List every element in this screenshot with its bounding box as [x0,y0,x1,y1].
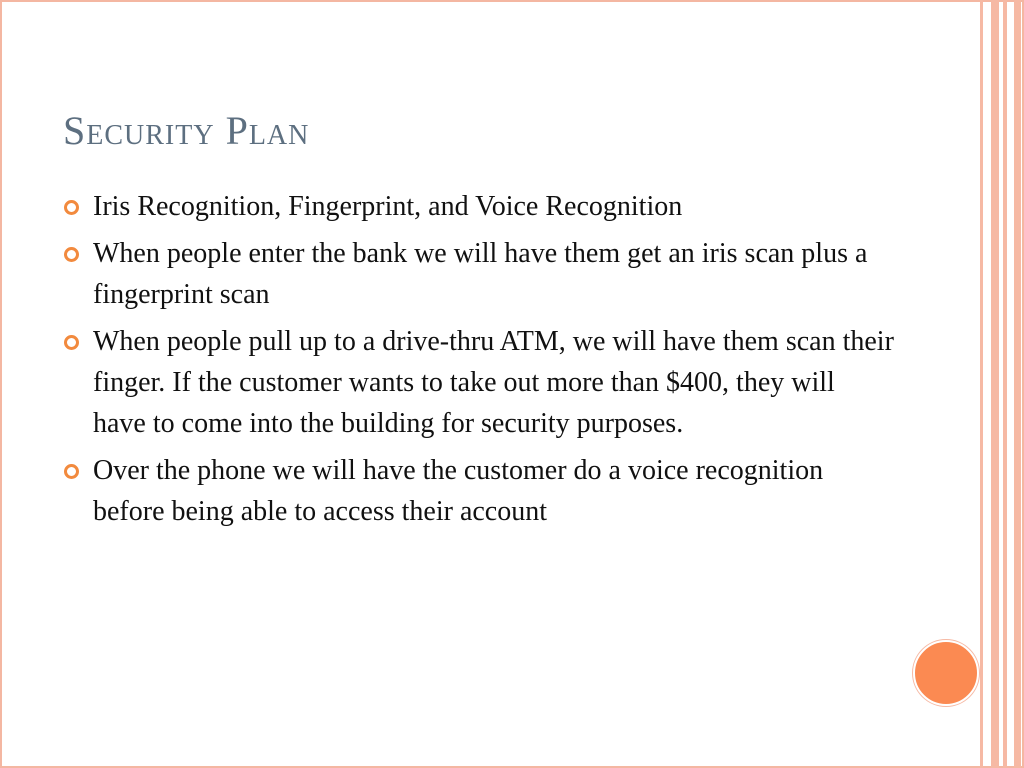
orange-circle-icon [913,640,979,706]
bullet-text: When people enter the bank we will have them get an iris scan plus a fingerprint scan [93,238,868,310]
bullet-text: Iris Recognition, Fingerprint, and Voice Recognition [93,191,683,222]
bullet-text: Over the phone we will have the customer do a voice recognition before being able to access their account [93,455,824,527]
circle-bullet-icon [64,335,79,350]
circle-bullet-icon [64,247,79,262]
bullet-item [64,321,894,444]
bullet-item [64,186,894,227]
decorative-stripe [991,0,999,768]
slide-title: Security Plan [63,108,310,153]
circle-bullet-icon [64,200,79,215]
bullet-item [64,450,894,532]
decorative-stripe [1003,0,1007,768]
bullet-item [64,233,894,315]
bullet-list [64,186,894,538]
decorative-stripe [1014,0,1021,768]
decorative-stripe [980,0,983,768]
circle-bullet-icon [64,464,79,479]
bullet-text: When people pull up to a drive-thru ATM, we will have them scan their finger. If the customer wants to take out more than $400, they will have to come into the building for security purposes. [93,326,894,439]
